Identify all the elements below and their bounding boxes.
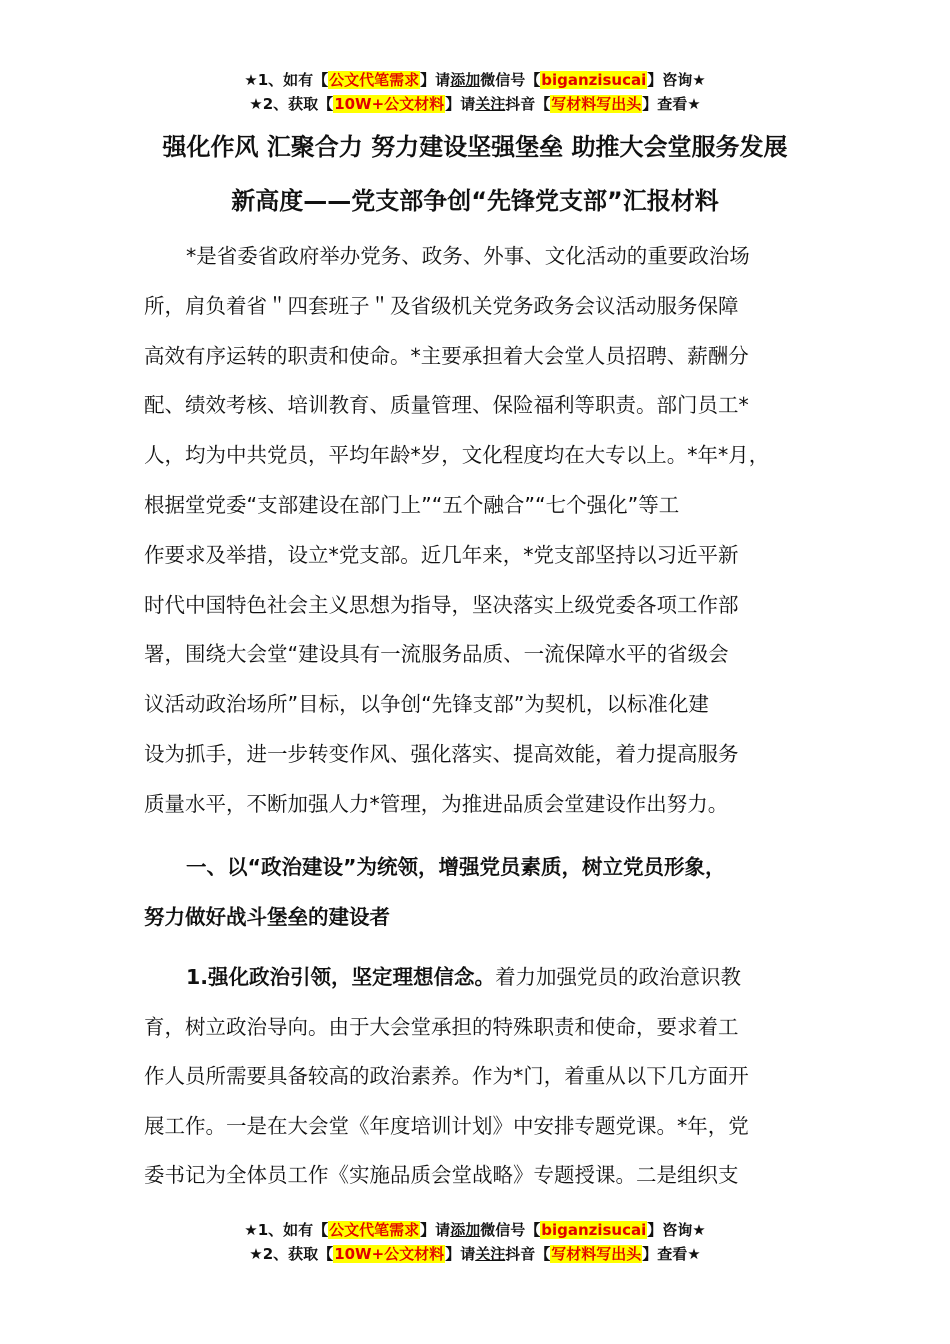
promo-header — [0, 68, 950, 116]
promo-underline: 关注 — [475, 95, 506, 113]
paragraph-text: 着力加强党员的政治意识教 — [495, 965, 742, 989]
promo-douyin-id: 写材料写出头 — [551, 95, 642, 113]
promo-highlight: 公文代笔需求 — [329, 1221, 420, 1239]
promo-text: 】请 — [445, 95, 476, 113]
paragraph-line: 所，肩负着省＂四套班子＂及省级机关党务政务会议活动服务保障 — [144, 293, 739, 318]
promo-text: 抖音【 — [505, 1245, 551, 1263]
title-line-2: 新高度——党支部争创“先锋党支部”汇报材料 — [231, 187, 719, 215]
paragraph-line: 育，树立政治导向。由于大会堂承担的特殊职责和使命，要求着工 — [144, 1014, 739, 1039]
paragraph-line: 委书记为全体员工作《实施品质会堂战略》专题授课。二是组织支 — [144, 1163, 739, 1187]
paragraph-line: 作人员所需要具备较高的政治素养。作为*门，着重从以下几方面开 — [144, 1064, 749, 1088]
paragraph-line: 议活动政治场所”目标，以争创“先锋支部”为契机，以标准化建 — [144, 692, 709, 717]
promo-underline: 添加 — [450, 71, 481, 89]
promo-footer — [0, 1218, 950, 1266]
promo-text: 微信号【 — [480, 71, 541, 89]
paragraph-lead-line — [144, 953, 814, 1003]
promo-underline: 关注 — [475, 1245, 506, 1263]
promo-text: ★1、如有【 — [244, 1221, 329, 1239]
paragraph-line: 时代中国特色社会主义思想为指导，坚决落实上级党委各项工作部 — [144, 592, 739, 617]
paragraph-line: 配、绩效考核、培训教育、质量管理、保险福利等职责。部门员工* — [144, 393, 749, 418]
promo-text: 】查看★ — [642, 95, 701, 113]
promo-text: 】咨询★ — [647, 1221, 706, 1239]
paragraph-line: 展工作。一是在大会堂《年度培训计划》中安排专题党课。*年，党 — [144, 1113, 749, 1138]
paragraph-line: *是省委省政府举办党务、政务、外事、文化活动的重要政治场 — [186, 244, 750, 268]
promo-text: 】请 — [445, 1245, 476, 1263]
title-line-1: 强化作风 汇聚合力 努力建设坚强堡垒 助推大会堂服务发展 — [162, 133, 788, 161]
promo-wechat-id: biganzisucai — [541, 1221, 647, 1239]
promo-douyin-id: 写材料写出头 — [551, 1245, 642, 1263]
promo-highlight: 10W+公文材料 — [334, 1245, 445, 1263]
section-1-paragraph — [144, 953, 814, 1201]
subheading-bold: 1.强化政治引领，坚定理想信念。 — [186, 965, 496, 989]
heading-line: 一、以“政治建设”为统领，增强党员素质，树立党员形象， — [186, 855, 726, 879]
paragraph-line: 设为抓手，进一步转变作风、强化落实、提高效能，着力提高服务 — [144, 741, 739, 766]
promo-highlight: 10W+公文材料 — [334, 95, 445, 113]
paragraph-line: 作要求及举措，设立*党支部。近几年来，*党支部坚持以习近平新 — [144, 542, 739, 567]
promo-underline: 添加 — [450, 1221, 481, 1239]
promo-text: ★1、如有【 — [244, 71, 329, 89]
promo-line-2 — [0, 1242, 950, 1266]
paragraph-line: 质量水平，不断加强人力*管理，为推进品质会堂建设作出努力。 — [144, 791, 729, 816]
paragraph-line: 署，围绕大会堂“建设具有一流服务品质、一流保障水平的省级会 — [144, 642, 729, 667]
promo-text: 】查看★ — [642, 1245, 701, 1263]
promo-text: 】请 — [420, 71, 451, 89]
promo-line-2 — [0, 92, 950, 116]
intro-paragraph — [144, 232, 814, 830]
promo-text: 】请 — [420, 1221, 451, 1239]
promo-text: 抖音【 — [505, 95, 551, 113]
paragraph-line: 高效有序运转的职责和使命。*主要承担着大会堂人员招聘、薪酬分 — [144, 343, 749, 368]
promo-text: 】咨询★ — [647, 71, 706, 89]
promo-highlight: 公文代笔需求 — [329, 71, 420, 89]
promo-text: 微信号【 — [480, 1221, 541, 1239]
promo-text: ★2、获取【 — [249, 1245, 334, 1263]
section-heading-1 — [144, 842, 824, 942]
promo-wechat-id: biganzisucai — [541, 71, 647, 89]
paragraph-line: 根据堂党委“支部建设在部门上”“五个融合”“七个强化”等工 — [144, 492, 680, 517]
promo-line-1 — [0, 68, 950, 92]
promo-text: ★2、获取【 — [249, 95, 334, 113]
paragraph-line: 人，均为中共党员，平均年龄*岁，文化程度均在大专以上。*年*月， — [144, 443, 770, 468]
document-title — [0, 120, 950, 228]
promo-line-1 — [0, 1218, 950, 1242]
heading-line: 努力做好战斗堡垒的建设者 — [144, 905, 390, 929]
